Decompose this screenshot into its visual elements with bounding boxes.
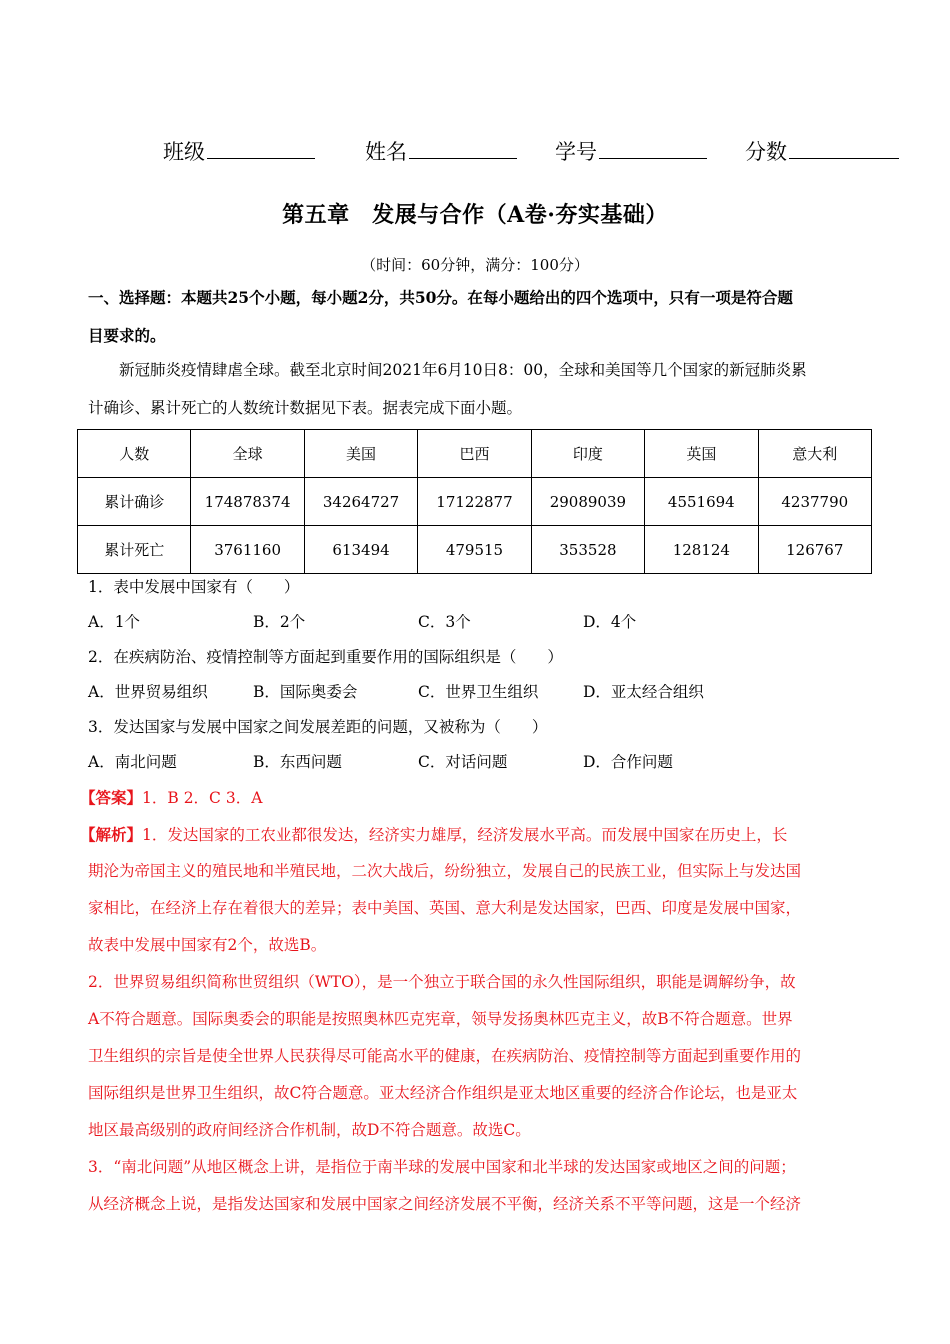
score-label: 分数 <box>745 140 787 164</box>
question-1-option-d[interactable]: D．4个 <box>583 613 637 631</box>
table-header-cell: 美国 <box>304 430 417 478</box>
analysis-line: 家相比，在经济上存在着很大的差异；表中美国、英国、意大利是发达国家，巴西、印度是发展中国家， <box>88 899 802 917</box>
table-cell: 17122877 <box>418 478 531 526</box>
analysis-line: 3．“南北问题”从地区概念上讲，是指位于南半球的发展中国家和北半球的发达国家或地区之间的问题； <box>88 1158 796 1176</box>
table-header-cell: 巴西 <box>418 430 531 478</box>
table-header-cell: 意大利 <box>758 430 871 478</box>
table-cell: 4237790 <box>758 478 871 526</box>
class-label: 班级 <box>163 140 205 164</box>
question-1-option-a[interactable]: A．1个 <box>88 613 141 631</box>
analysis-line: 故表中发展中国家有2个，故选B。 <box>88 936 327 954</box>
question-2-text: 2．在疾病防治、疫情控制等方面起到重要作用的国际组织是（ ） <box>88 648 563 666</box>
table-cell: 3761160 <box>191 526 304 574</box>
student-id-blank[interactable] <box>599 136 707 159</box>
question-2-option-a[interactable]: A．世界贸易组织 <box>88 683 208 701</box>
table-header-cell: 印度 <box>531 430 644 478</box>
analysis-line: 从经济概念上说，是指发达国家和发展中国家之间经济发展不平衡，经济关系不平等问题，这是一个经济 <box>88 1195 802 1213</box>
table-cell: 128124 <box>645 526 758 574</box>
analysis-line: A不符合题意。国际奥委会的职能是按照奥林匹克宪章，领导发扬奥林匹克主义，故B不符合题意。世界 <box>88 1010 793 1028</box>
intro-line1: 新冠肺炎疫情肆虐全球。截至北京时间2021年6月10日8：00，全球和美国等几个国家的新冠肺炎累 <box>119 361 807 379</box>
table-cell: 353528 <box>531 526 644 574</box>
answer-tag: 【答案】 <box>80 788 143 807</box>
table-cell: 126767 <box>758 526 871 574</box>
question-2-option-d[interactable]: D．亚太经合组织 <box>583 683 704 701</box>
section-heading-line2: 目要求的。 <box>88 326 166 345</box>
table-cell: 174878374 <box>191 478 304 526</box>
intro-line2: 计确诊、累计死亡的人数统计数据见下表。据表完成下面小题。 <box>88 399 523 417</box>
table-cell: 34264727 <box>304 478 417 526</box>
question-3-option-a[interactable]: A．南北问题 <box>88 753 177 771</box>
question-3-text: 3．发达国家与发展中国家之间发展差距的问题，又被称为（ ） <box>88 718 548 736</box>
table-cell: 29089039 <box>531 478 644 526</box>
table-header-cell: 全球 <box>191 430 304 478</box>
covid-stats-table <box>77 429 872 574</box>
analysis-text: 1．发达国家的工农业都很发达，经济实力雄厚，经济发展水平高。而发展中国家在历史上，长 <box>142 826 788 844</box>
question-3-option-c[interactable]: C．对话问题 <box>418 753 508 771</box>
analysis-line <box>80 816 860 854</box>
score-field[interactable] <box>745 136 899 166</box>
class-blank[interactable] <box>207 136 315 159</box>
question-2-option-c[interactable]: C．世界卫生组织 <box>418 683 539 701</box>
question-1-text: 1．表中发展中国家有（ ） <box>88 578 300 596</box>
table-row <box>78 526 872 574</box>
table-cell: 累计确诊 <box>78 478 191 526</box>
analysis-line: 期沦为帝国主义的殖民地和半殖民地，二次大战后，纷纷独立，发展自己的民族工业，但实际上与发达国 <box>88 862 802 880</box>
analysis-tag: 【解析】 <box>80 825 143 844</box>
table-cell: 613494 <box>304 526 417 574</box>
student-info-row <box>0 136 950 166</box>
analysis-line: 2．世界贸易组织简称世贸组织（WTO），是一个独立于联合国的永久性国际组织，职能是调解纷争，故 <box>88 973 796 991</box>
question-2-option-b[interactable]: B．国际奥委会 <box>253 683 358 701</box>
analysis-line: 国际组织是世界卫生组织，故C符合题意。亚太经济合作组织是亚太地区重要的经济合作论坛，也是亚太 <box>88 1084 798 1102</box>
question-1-option-b[interactable]: B．2个 <box>253 613 306 631</box>
exam-time-note: （时间：60分钟，满分：100分） <box>361 256 589 274</box>
answer-text: 1．B 2．C 3．A <box>142 789 263 807</box>
question-3-option-d[interactable]: D．合作问题 <box>583 753 673 771</box>
question-1-option-c[interactable]: C．3个 <box>418 613 471 631</box>
table-cell: 累计死亡 <box>78 526 191 574</box>
table-row <box>78 478 872 526</box>
student-id-label: 学号 <box>555 140 597 164</box>
question-3-option-b[interactable]: B．东西问题 <box>253 753 342 771</box>
score-blank[interactable] <box>789 136 899 159</box>
table-cell: 4551694 <box>645 478 758 526</box>
table-cell: 479515 <box>418 526 531 574</box>
section-heading-line1: 一、选择题：本题共25个小题，每小题2分，共50分。在每小题给出的四个选项中，只有一项是符合题 <box>88 288 793 307</box>
table-header-cell: 人数 <box>78 430 191 478</box>
class-field[interactable] <box>163 136 315 166</box>
table-header-row <box>78 430 872 478</box>
page-title: 第五章 发展与合作（A卷·夯实基础） <box>282 202 668 228</box>
table-header-cell: 英国 <box>645 430 758 478</box>
answer-line <box>80 779 860 817</box>
name-blank[interactable] <box>409 136 517 159</box>
student-id-field[interactable] <box>555 136 707 166</box>
analysis-line: 卫生组织的宗旨是使全世界人民获得尽可能高水平的健康，在疾病防治、疫情控制等方面起到重要作用的 <box>88 1047 802 1065</box>
name-label: 姓名 <box>365 140 407 164</box>
name-field[interactable] <box>365 136 517 166</box>
analysis-line: 地区最高级别的政府间经济合作机制，故D不符合题意。故选C。 <box>88 1121 531 1139</box>
